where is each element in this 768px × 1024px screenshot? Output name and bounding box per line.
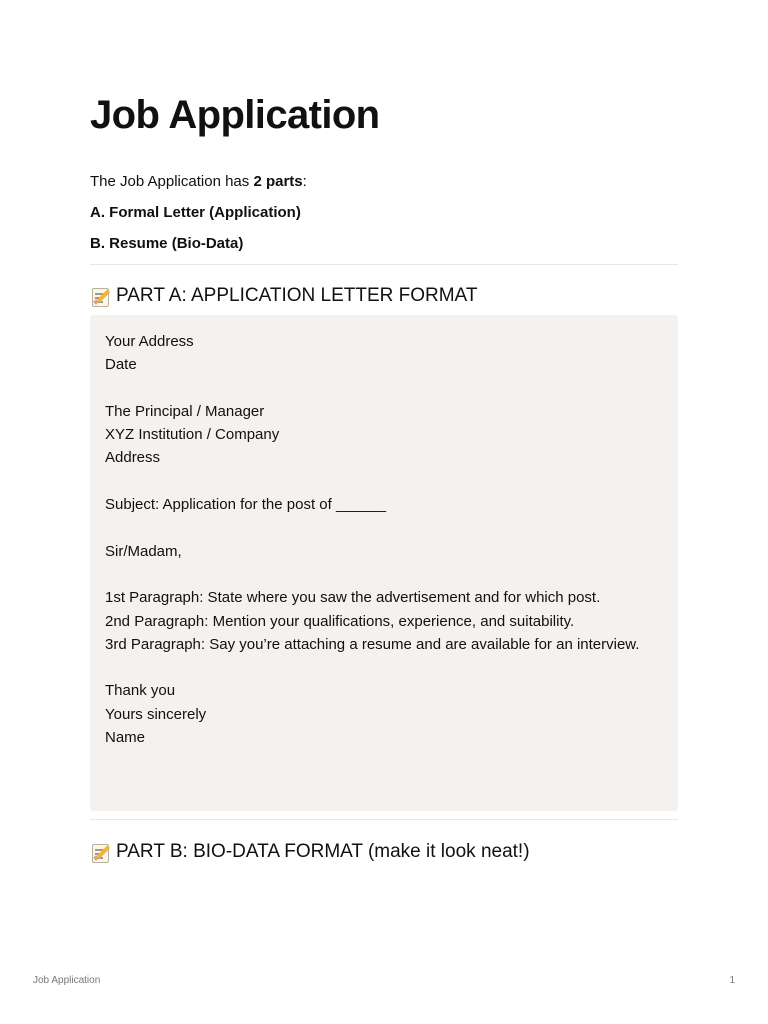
intro-bold: 2 parts [253,173,303,190]
letter-blank-line [105,516,665,539]
letter-line: 3rd Paragraph: Say you’re attaching a resume and are available for an interview. [105,635,640,653]
letter-line: XYZ Institution / Company [105,426,280,444]
letter-line: 2nd Paragraph: Mention your qualifications, experience, and suitability. [105,612,575,630]
letter-line: Yours sincerely [105,705,207,723]
part-a-line: A. Formal Letter (Application) [90,204,301,221]
letter-blank-line [105,563,665,586]
intro-suffix: : [302,173,307,190]
letter-line: Thank you [105,682,176,700]
page-title: Job Application [90,93,380,137]
section-a-heading [90,283,477,309]
section-b-heading [90,839,530,865]
section-b-heading-text: PART B: BIO-DATA FORMAT (make it look neat!) [116,841,530,862]
intro-text [90,172,307,192]
footer-page-number: 1 [729,975,735,986]
footer-title: Job Application [33,975,101,986]
memo-icon [90,841,110,863]
letter-line: 1st Paragraph: State where you saw the advertisement and for which post. [105,589,601,607]
letter-line: Date [105,356,137,374]
letter-format-text [105,330,665,749]
letter-line: Subject: Application for the post of ______ [105,496,387,514]
letter-line: Address [105,449,161,467]
section-a-heading-text: PART A: APPLICATION LETTER FORMAT [116,285,478,306]
letter-blank-line [105,470,665,493]
letter-line: Your Address [105,333,194,350]
memo-icon [90,285,110,307]
letter-line: Sir/Madam, [105,542,182,560]
part-b-line: B. Resume (Bio-Data) [90,235,244,252]
letter-line: Name [105,729,146,747]
letter-blank-line [105,377,665,400]
letter-line: The Principal / Manager [105,402,265,420]
letter-blank-line [105,656,665,679]
divider [90,819,678,820]
divider [90,264,678,265]
intro-prefix: The Job Application has [90,173,254,190]
